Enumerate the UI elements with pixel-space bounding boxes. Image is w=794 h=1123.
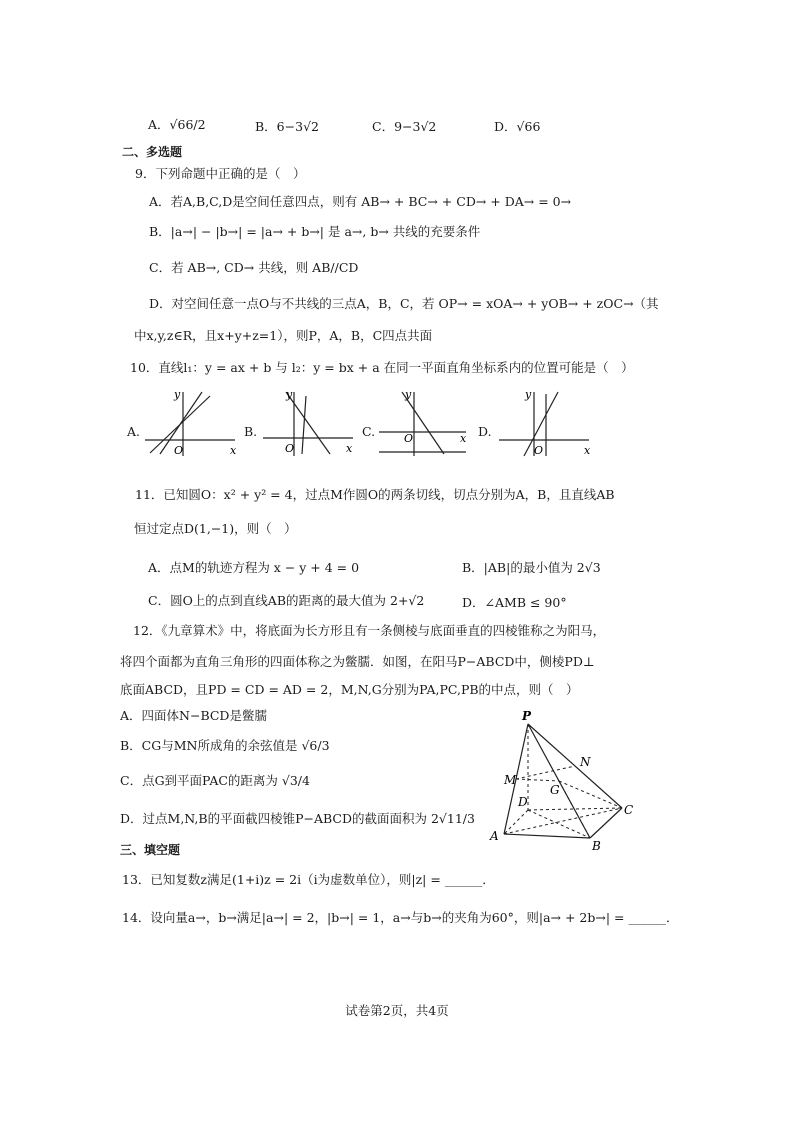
q10-d-origin: O [534,444,544,457]
q10-a-origin: O [174,444,184,457]
q12-label-g: G [550,783,560,797]
q10-d-x-label: x [584,444,591,457]
section-heading-multiple-choice: 二、多选题 [122,145,183,159]
q10-c-y-label: y [405,388,412,401]
q9-option-d-line2: 中x,y,z∈R，且x+y+z=1），则P，A，B，C四点共面 [134,328,433,343]
q12-label-a: A [490,829,499,843]
q10-stem: 10．直线l₁：y = ax + b 与 l₂：y = bx + a 在同一平面直角坐标系内的位置可能是（ ） [130,360,634,375]
q12-stem-line3: 底面ABCD，且PD = CD = AD = 2，M,N,G分别为PA,PC,PB的中点，则（ ） [120,682,579,697]
q10-graph-b [258,388,358,458]
q10-graph-c [374,388,474,458]
q12-pyramid-figure [480,706,650,856]
q10-b-y-label: y [286,388,293,401]
q11-option-d: D．∠AMB ≤ 90° [462,595,567,610]
q9-option-d-line1: D．对空间任意一点O与不共线的三点A，B，C，若 OP→ = xOA→ + yOB→ + zOC→（其 [149,296,659,311]
q12-label-n: N [580,755,591,769]
q10-label-d: D. [478,424,492,439]
q8-option-a: A．√66/2 [148,117,206,132]
q12-option-d: D．过点M,N,B的平面截四棱锥P−ABCD的截面面积为 2√11/3 [120,811,475,826]
q12-stem-line2: 将四个面都为直角三角形的四面体称之为鳖臑．如图，在阳马P−ABCD中，侧棱PD⊥ [120,654,595,669]
q8-option-b: B．6−3√2 [255,119,319,134]
q11-option-a: A．点M的轨迹方程为 x − y + 4 = 0 [148,560,360,575]
q10-b-origin: O [285,442,295,455]
q10-b-x-label: x [346,442,353,455]
q10-label-b: B. [244,424,258,439]
q11-stem-line2: 恒过定点D(1,−1)，则（ ） [134,521,297,536]
q12-option-a: A．四面体N−BCD是鳖臑 [120,708,267,723]
page-footer: 试卷第2页，共4页 [345,1003,449,1018]
q12-label-b: B [592,839,601,853]
q9-option-a: A．若A,B,C,D是空间任意四点，则有 AB→ + BC→ + CD→ + DA→ = 0→ [149,194,572,209]
q9-option-b: B．|a→| − |b→| = |a→ + b→| 是 a→, b→ 共线的充要条件 [149,224,481,239]
q10-a-y-label: y [174,388,181,401]
q9-stem: 9．下列命题中正确的是（ ） [135,166,306,181]
q12-label-p: P [522,709,532,723]
q11-stem-line1: 11．已知圆O：x² + y² = 4，过点M作圆O的两条切线，切点分别为A，B，且直线AB [135,487,615,502]
q12-label-c: C [624,803,634,817]
q12-stem-line1: 12．《九章算术》中，将底面为长方形且有一条侧棱与底面垂直的四棱锥称之为阳马， [133,623,606,638]
q10-c-origin: O [404,432,414,445]
q9-option-c: C．若 AB→, CD→ 共线，则 AB//CD [149,260,359,275]
section-heading-fill-in: 三、填空题 [120,843,181,857]
q12-option-b: B．CG与MN所成角的余弦值是 √6/3 [120,738,330,753]
q10-label-c: C. [362,424,376,439]
q11-option-b: B．|AB|的最小值为 2√3 [462,560,601,575]
q11-option-c: C．圆O上的点到直线AB的距离的最大值为 2+√2 [148,593,425,608]
q12-label-d: D [518,795,528,809]
q10-d-y-label: y [525,388,532,401]
q14-question: 14．设向量a→，b→满足|a→| = 2，|b→| = 1，a→与b→的夹角为60°，则|a→ + 2b→| = ______． [122,910,679,925]
q8-option-c: C．9−3√2 [372,119,437,134]
q13-question: 13．已知复数z满足(1+i)z = 2i（i为虚数单位），则|z| = ______． [122,872,495,887]
q8-option-d: D．√66 [494,119,541,134]
q12-option-c: C．点G到平面PAC的距离为 √3/4 [120,773,310,788]
q10-a-x-label: x [230,444,237,457]
q10-c-x-label: x [460,432,467,445]
q12-label-m: M [504,773,517,787]
q10-label-a: A. [127,424,141,439]
q10-graph-d [494,388,594,458]
q10-graph-a [140,388,240,458]
